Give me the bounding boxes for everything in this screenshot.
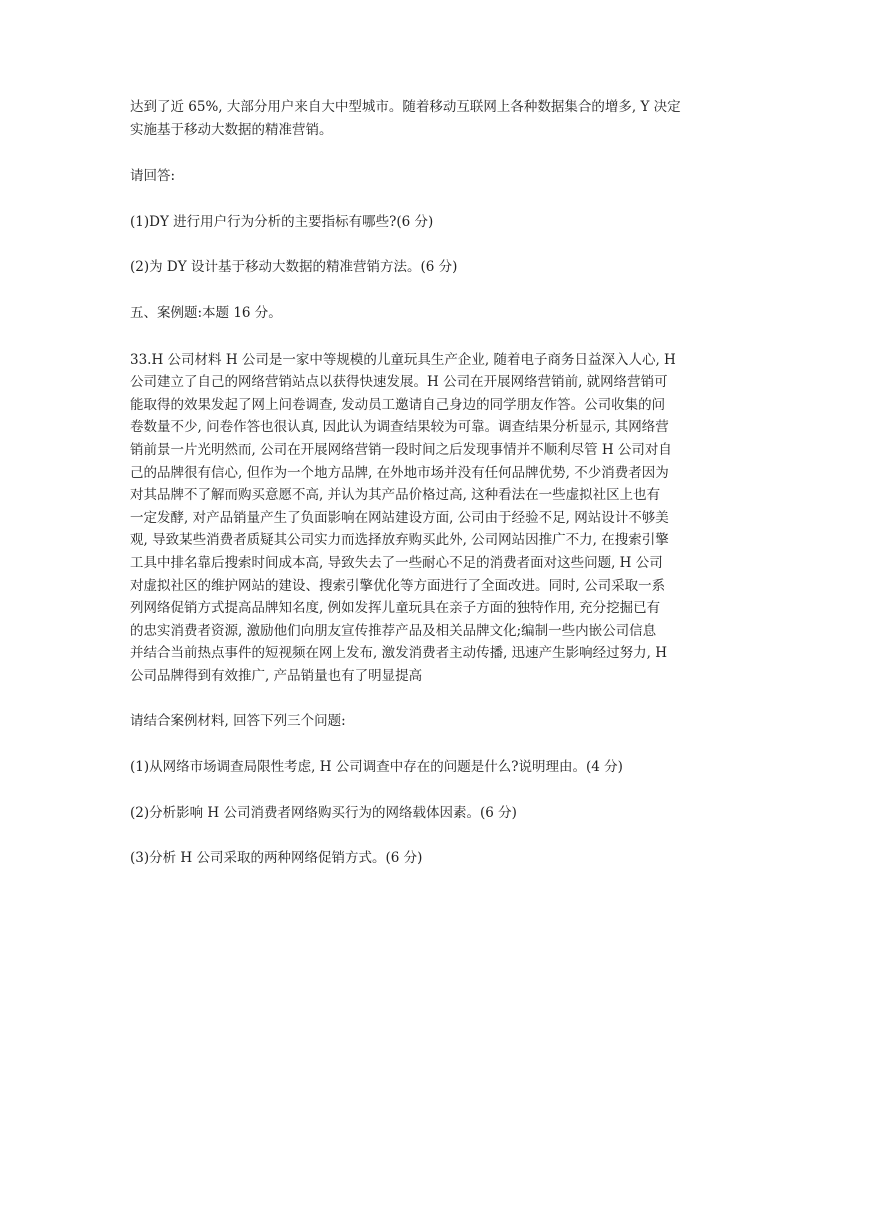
case-paragraph: 33.H 公司材料 H 公司是一家中等规模的儿童玩具生产企业, 随着电子商务日益深入人心, H 公司建立了自己的网络营销站点以获得快速发展。H 公司在开展网络营销前, 就网络营销可 能取得的效果发起了网上问卷调查, 发动员工邀请自己身边的同学朋友作答。公司收集的问 卷数量不少, 问卷作答也很认真, 因此认为调查结果较为可靠。调查结果分析显示, 其网络营 销前景一片光明然而, 公司在开展网络营销一段时间之后发现事情并不顺利尽管 H 公司对自 己的品牌很有信心, 但作为一个地方品牌, 在外地市场并没有任何品牌优势, 不少消费者因为 对其品牌不了解而购买意愿不高, 并认为其产品价格过高, 这种看法在一些虚拟社区上也有 一定发酵, 对产品销量产生了负面影响在网站建设方面, 公司由于经验不足, 网站设计不够美 观, 导致某些消费者质疑其公司实力而选择放弃购买此外, 公司网站因推广不力, 在搜索引擎 工具中排名靠后搜索时间成本高, 导致失去了一些耐心不足的消费者面对这些问题, H 公司 对虚拟社区的维护网站的建设、搜索引擎优化等方面进行了全面改进。同时, 公司采取一系 列网络促销方式提高品牌知名度, 例如发挥儿童玩具在亲子方面的独特作用, 充分挖掘已有 的忠实消费者资源, 激励他们向朋友宣传推荐产品及相关品牌文化;编制一些内嵌公司信息 并结合当前热点事件的短视频在网上发布, 激发消费者主动传播, 迅速产生影响经过努力, H 公司品牌得到有效推广, 产品销量也有了明显提高 xyxy=(130,351,676,684)
intro-paragraph: 达到了近 65%, 大部分用户来自大中型城市。随着移动互联网上各种数据集合的增多, Y 决定 实施基于移动大数据的精准营销。 xyxy=(130,99,681,138)
case-question-prompt: 请结合案例材料, 回答下列三个问题: xyxy=(130,713,346,730)
case-question-3: (3)分析 H 公司采取的两种网络促销方式。(6 分) xyxy=(130,850,423,867)
question-1: (1)DY 进行用户行为分析的主要指标有哪些?(6 分) xyxy=(130,213,434,230)
question-2: (2)为 DY 设计基于移动大数据的精准营销方法。(6 分) xyxy=(130,259,458,276)
case-question-2: (2)分析影响 H 公司消费者网络购买行为的网络载体因素。(6 分) xyxy=(130,804,517,821)
document-page xyxy=(130,96,738,870)
case-question-1: (1)从网络市场调查局限性考虑, H 公司调查中存在的问题是什么?说明理由。(4 分) xyxy=(130,759,623,776)
question-prompt: 请回答: xyxy=(130,168,176,185)
section-heading: 五、案例题:本题 16 分。 xyxy=(130,304,282,321)
